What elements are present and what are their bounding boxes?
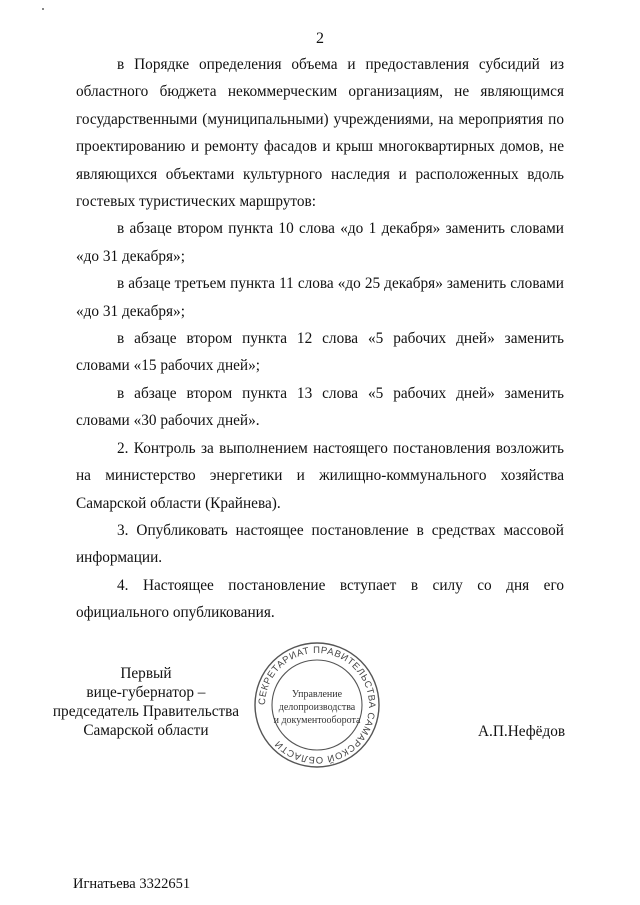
executor-contact: Игнатьева 3322651 — [73, 876, 191, 892]
stamp-ring-text: СЕКРЕТАРИАТ ПРАВИТЕЛЬСТВА САМАРСКОЙ ОБЛАСТИ — [256, 644, 378, 766]
paragraph-effective: 4. Настоящее постановление вступает в силу со дня его официального опубликования. — [76, 576, 564, 622]
signatory-name: А.П.Нефёдов — [478, 723, 566, 740]
paragraph-item-13: в абзаце втором пункта 13 слова «5 рабочих дней» заменить словами «30 рабочих дней». — [76, 384, 564, 430]
signatory-title-line: Первый — [120, 665, 172, 682]
page-number: 2 — [316, 30, 324, 47]
official-stamp — [252, 640, 382, 770]
paragraph-control: 2. Контроль за выполнением настоящего постановления возложить на министерство энергетики и жилищно-коммунального хозяйства Самарской области (Крайнева). — [76, 439, 564, 512]
scan-speck — [42, 8, 44, 10]
paragraph-item-12: в абзаце втором пункта 12 слова «5 рабочих дней» заменить словами «15 рабочих дней»; — [76, 330, 564, 375]
paragraph-publish: 3. Опубликовать настоящее постановление в средствах массовой информации. — [76, 521, 564, 567]
signatory-title — [53, 664, 239, 740]
document-body — [76, 51, 564, 627]
stamp-center-line: делопроизводства — [278, 702, 356, 713]
stamp-center-line: и документооборота — [273, 715, 361, 726]
signatory-title-line: вице-губернатор – — [86, 684, 206, 701]
signatory-title-line: председатель Правительства — [52, 703, 239, 720]
paragraph-item-11: в абзаце третьем пункта 11 слова «до 25 декабря» заменить словами «до 31 декабря»; — [76, 275, 564, 320]
paragraph-intro: в Порядке определения объема и предоставления субсидий из областного бюджета некоммерческим организациям, не являющимся государственными (муниципальными) учреждениями, на мероприятия по проектированию и ремонту фасадов и крыш многоквартирных домов, не являющихся объектами культурного наследия и расположенных вдоль гостевых туристических маршрутов: — [76, 56, 564, 211]
paragraph-item-10: в абзаце втором пункта 10 слова «до 1 декабря» заменить словами «до 31 декабря»; — [76, 220, 564, 265]
stamp-center-line: Управление — [291, 689, 343, 700]
signatory-title-line: Самарской области — [83, 722, 209, 739]
